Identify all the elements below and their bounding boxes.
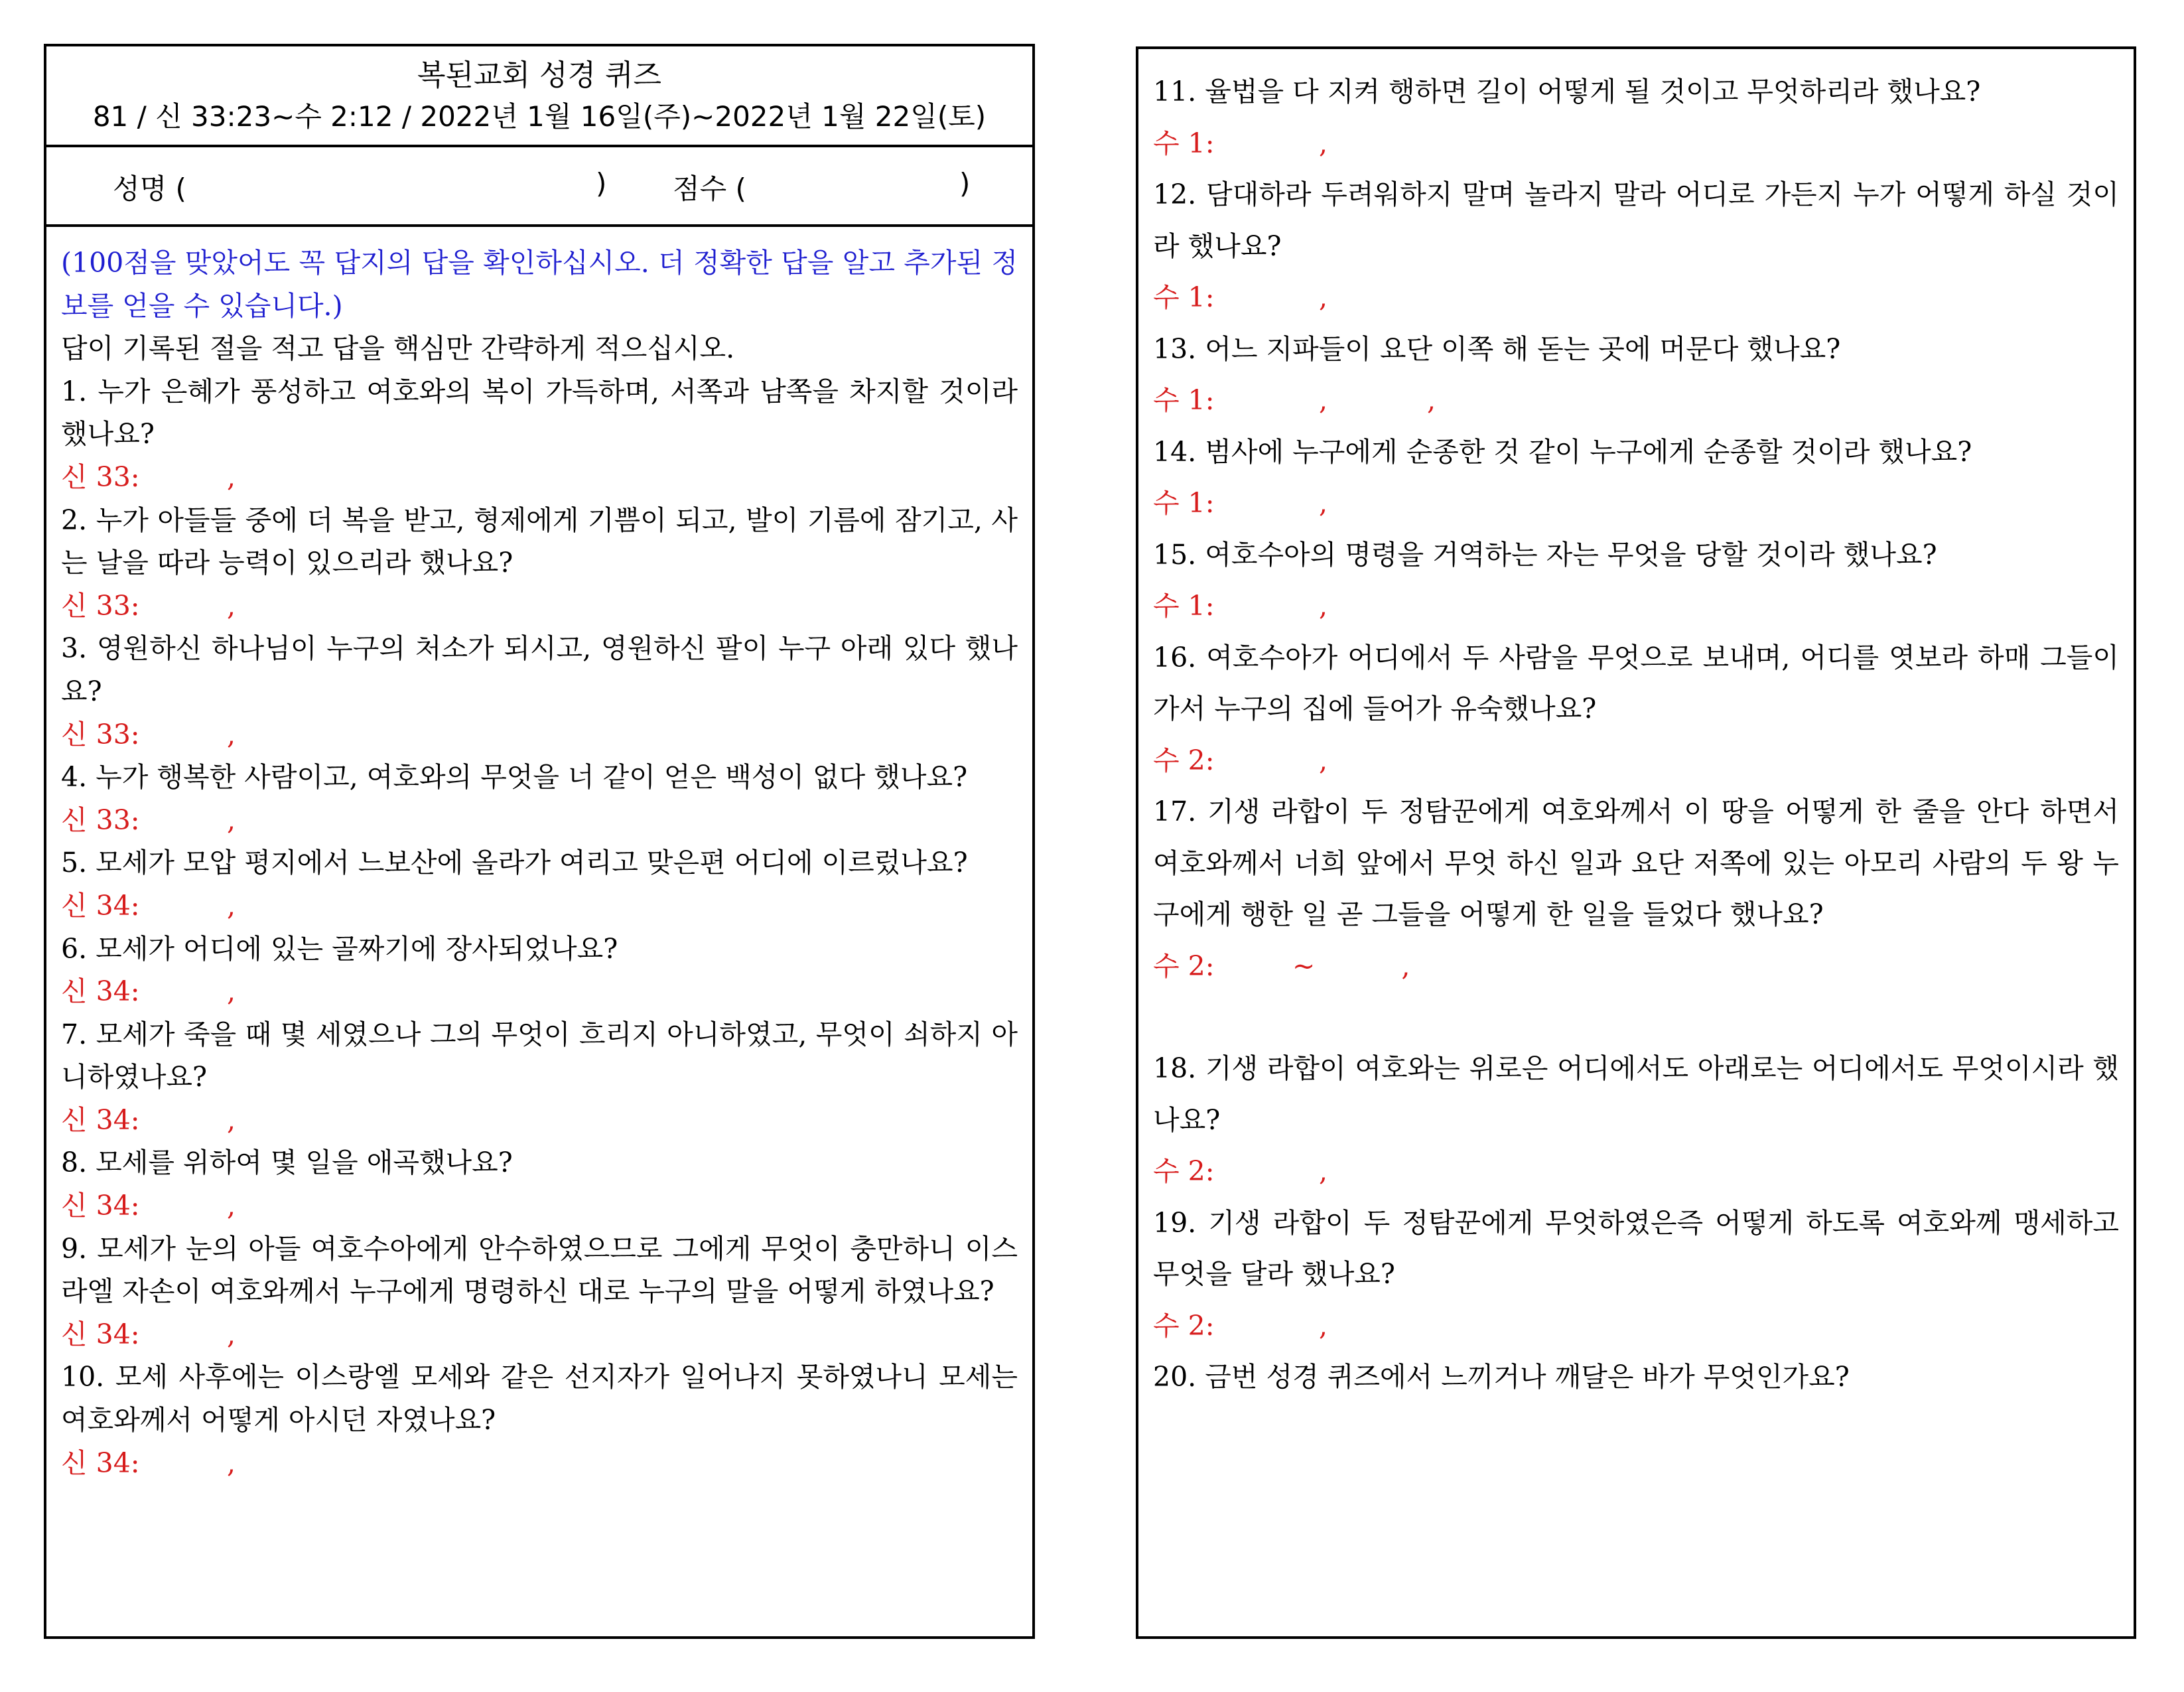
question-11: 11. 율법을 다 지켜 행하면 길이 어떻게 될 것이고 무엇하리라 했나요?	[1153, 76, 1981, 107]
answer-line-19	[1153, 1301, 2119, 1352]
answer-line-13	[1153, 375, 2119, 427]
answer-mark: ~	[1292, 950, 1316, 982]
answer-line-10	[61, 1442, 1018, 1485]
right-panel	[1136, 46, 2136, 1639]
question-17: 17. 기생 라합이 두 정탐꾼에게 여호와께서 이 땅을 어떻게 한 줄을 안다 하면서 여호와께서 너희 앞에서 무엇 하신 일과 요단 저쪽에 있는 아모리 사람의 두 왕 누구에게 행한 일 곧 그들을 어떻게 한 일을 들었다 했나요?	[1153, 796, 2119, 930]
answer-ref: 신 34:	[61, 1446, 140, 1479]
answer-line-8	[61, 1184, 1018, 1228]
quiz-title: 복된교회 성경 퀴즈	[417, 58, 661, 92]
answer-mark: ,	[227, 718, 236, 750]
answer-mark: ,	[227, 889, 236, 922]
right-questions	[1138, 49, 2134, 1403]
answer-line-3	[61, 713, 1018, 756]
answer-ref: 신 34:	[61, 1318, 140, 1350]
answer-ref: 신 34:	[61, 1103, 140, 1136]
answer-mark: ,	[227, 975, 236, 1008]
question-12: 12. 담대하라 두려워하지 말며 놀라지 말라 어디로 가든지 누가 어떻게 하실 것이라 했나요?	[1153, 178, 2119, 262]
answer-ref: 신 34:	[61, 889, 140, 922]
answer-line-2	[61, 585, 1018, 628]
answer-line-7	[61, 1099, 1018, 1142]
answer-ref: 수 1:	[1153, 487, 1215, 519]
answer-ref: 신 33:	[61, 460, 140, 493]
answer-mark: ,	[227, 804, 236, 836]
answer-mark: ,	[227, 1318, 236, 1350]
answer-mark-2: ,	[1427, 384, 1436, 416]
answer-line-4	[61, 799, 1018, 842]
answer-mark: ,	[227, 1190, 236, 1222]
score-close: )	[959, 167, 971, 200]
answer-ref: 신 33:	[61, 718, 140, 750]
question-18: 18. 기생 라합이 여호와는 위로은 어디에서도 아래로는 어디에서도 무엇이시라 했나요?	[1153, 1052, 2119, 1136]
question-8: 8. 모세를 위하여 몇 일을 애곡했나요?	[61, 1147, 513, 1179]
answer-line-15	[1153, 581, 2119, 632]
question-2: 2. 누가 아들들 중에 더 복을 받고, 형제에게 기쁨이 되고, 발이 기름에 잠기고, 사는 날을 따라 능력이 있으리라 했나요?	[61, 504, 1018, 579]
answer-mark: ,	[1319, 744, 1328, 776]
quiz-header	[46, 46, 1032, 147]
answer-line-12	[1153, 272, 2119, 324]
answer-mark: ,	[1319, 1309, 1328, 1342]
answer-ref: 수 1:	[1153, 590, 1215, 622]
answer-mark: ,	[227, 1103, 236, 1136]
answer-ref: 수 1:	[1153, 384, 1215, 416]
notice-text: (100점을 맞았어도 꼭 답지의 답을 확인하십시오. 더 정확한 답을 알고 추가된 정보를 얻을 수 있습니다.)	[61, 247, 1018, 322]
answer-line-16	[1153, 735, 2119, 787]
answer-line-11	[1153, 118, 2119, 170]
answer-ref: 수 1:	[1153, 281, 1215, 313]
question-6: 6. 모세가 어디에 있는 골짜기에 장사되었나요?	[61, 932, 618, 965]
answer-ref: 신 33:	[61, 589, 140, 622]
answer-mark-2: ,	[1401, 950, 1410, 982]
question-15: 15. 여호수아의 명령을 거역하는 자는 무엇을 당할 것이라 했나요?	[1153, 538, 1937, 571]
answer-mark: ,	[227, 589, 236, 622]
question-10: 10. 모세 사후에는 이스랑엘 모세와 같은 선지자가 일어나지 못하였나니 모세는 여호와께서 어떻게 아시던 자였나요?	[61, 1361, 1018, 1437]
answer-mark: ,	[1319, 127, 1328, 159]
answer-line-17	[1153, 941, 2119, 993]
answer-line-6	[61, 970, 1018, 1013]
question-16: 16. 여호수아가 어디에서 두 사람을 무엇으로 보내며, 어디를 엿보라 하매 그들이 가서 누구의 집에 들어가 유숙했나요?	[1153, 641, 2119, 725]
question-19: 19. 기생 라합이 두 정탐꾼에게 무엇하였은즉 어떻게 하도록 여호와께 맹세하고 무엇을 달라 했나요?	[1153, 1206, 2119, 1290]
quiz-subtitle: 81 / 신 33:23~수 2:12 / 2022년 1월 16일(주)~2022년 1월 22일(토)	[92, 100, 987, 133]
answer-mark: ,	[1319, 384, 1328, 416]
question-3: 3. 영원하신 하나님이 누구의 처소가 되시고, 영원하신 팔이 누구 아래 있다 했나요?	[61, 632, 1018, 707]
question-4: 4. 누가 행복한 사람이고, 여호와의 무엇을 너 같이 얻은 백성이 없다 했나요?	[61, 761, 968, 794]
answer-mark: ,	[1319, 487, 1328, 519]
answer-line-1	[61, 456, 1018, 499]
instruction-text: 답이 기록된 절을 적고 답을 핵심만 간략하게 적으십시오.	[61, 332, 735, 365]
answer-ref: 수 2:	[1153, 1155, 1215, 1187]
question-9: 9. 모세가 눈의 아들 여호수아에게 안수하였으므로 그에게 무엇이 충만하니 이스라엘 자손이 여호와께서 누구에게 명령하신 대로 누구의 말을 어떻게 하였나요?	[61, 1232, 1018, 1308]
question-13: 13. 어느 지파들이 요단 이쪽 해 돋는 곳에 머문다 했나요?	[1153, 332, 1841, 365]
answer-ref: 신 34:	[61, 975, 140, 1008]
question-7: 7. 모세가 죽을 때 몇 세였으나 그의 무엇이 흐리지 아니하였고, 무엇이 쇠하지 아니하였나요?	[61, 1018, 1018, 1093]
answer-ref: 수 2:	[1153, 744, 1215, 776]
left-questions	[46, 227, 1032, 1484]
answer-ref: 수 2:	[1153, 1309, 1215, 1342]
score-label: 점수 (	[673, 173, 746, 205]
answer-mark: ,	[1319, 1155, 1328, 1187]
answer-ref: 신 33:	[61, 804, 140, 836]
answer-line-14	[1153, 478, 2119, 529]
question-14: 14. 범사에 누구에게 순종한 것 같이 누구에게 순종할 것이라 했나요?	[1153, 435, 1972, 468]
question-20: 20. 금번 성경 퀴즈에서 느끼거나 깨달은 바가 무엇인가요?	[1153, 1361, 1850, 1393]
answer-mark: ,	[1319, 590, 1328, 622]
answer-line-9	[61, 1313, 1018, 1356]
answer-line-5	[61, 884, 1018, 928]
answer-ref: 수 1:	[1153, 127, 1215, 159]
left-panel	[44, 44, 1035, 1639]
answer-mark: ,	[1319, 281, 1328, 313]
answer-ref: 수 2:	[1153, 950, 1215, 982]
name-label: 성명 (	[113, 173, 186, 205]
name-close: )	[596, 167, 607, 200]
question-1: 1. 누가 은혜가 풍성하고 여호와의 복이 가득하며, 서쪽과 남쪽을 차지할 것이라 했나요?	[61, 375, 1018, 451]
answer-mark: ,	[227, 460, 236, 493]
answer-mark: ,	[227, 1446, 236, 1479]
name-score-row	[46, 147, 1032, 227]
answer-ref: 신 34:	[61, 1190, 140, 1222]
answer-line-18	[1153, 1146, 2119, 1198]
question-5: 5. 모세가 모압 평지에서 느보산에 올라가 여리고 맞은편 어디에 이르렀나요?	[61, 847, 968, 879]
